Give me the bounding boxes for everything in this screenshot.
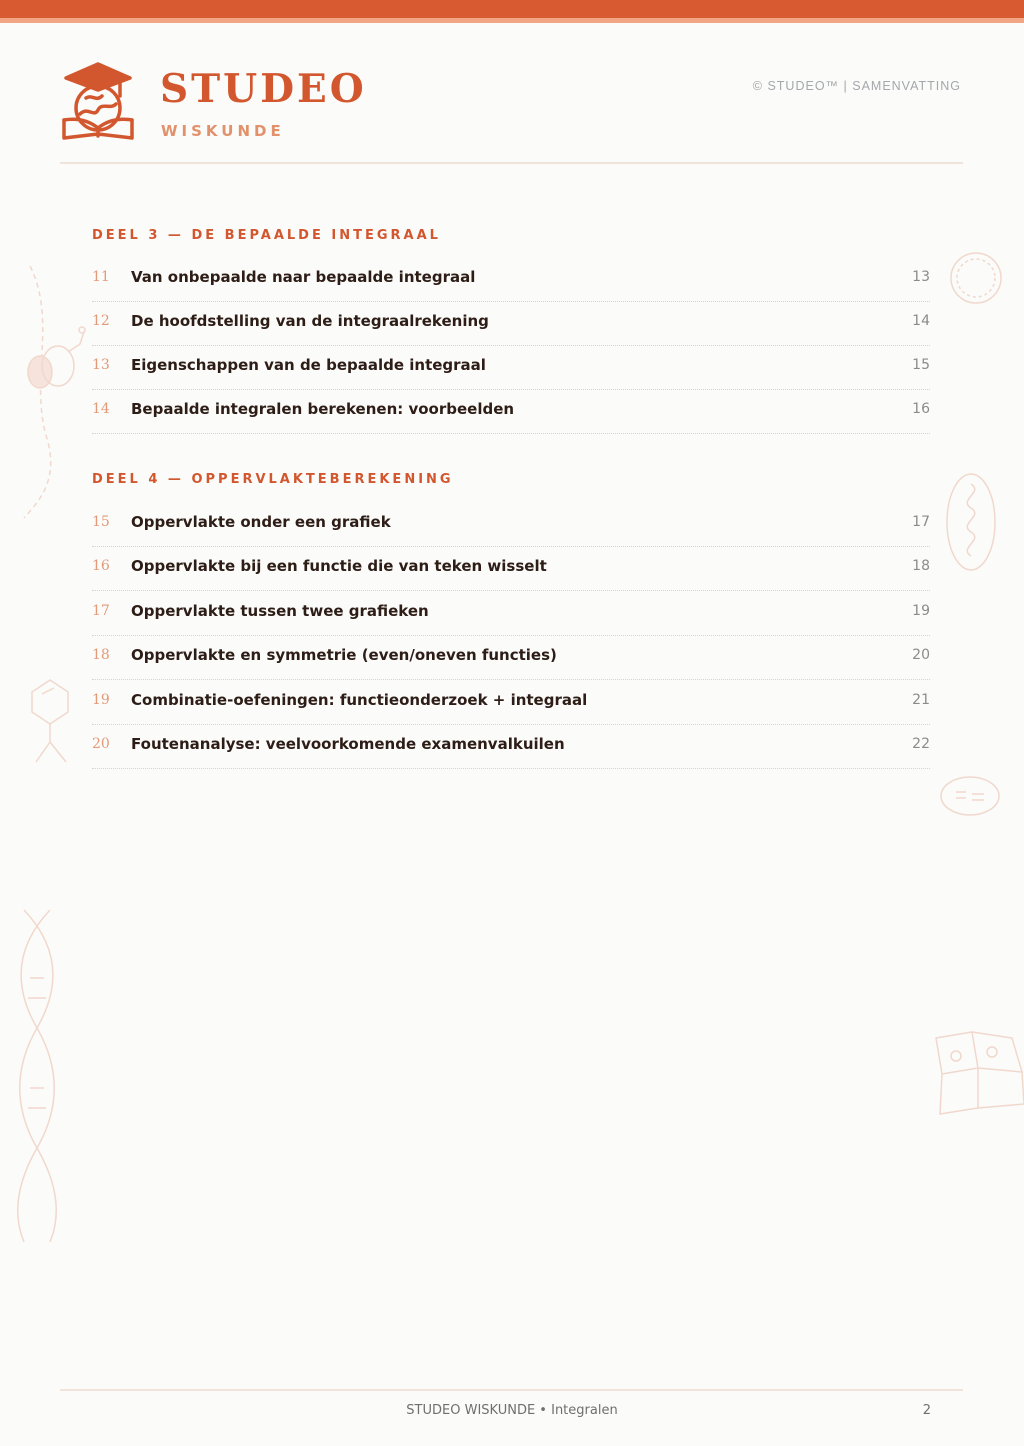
toc-entry-page: 22 — [912, 736, 930, 752]
top-accent-stripe — [0, 18, 1024, 23]
toc-entry-title: Eigenschappen van de bepaalde integraal — [131, 356, 486, 374]
circle-doodle-decoration — [948, 250, 1004, 306]
toc-entry-number: 17 — [92, 603, 110, 619]
toc-entry-number: 13 — [92, 357, 110, 373]
toc-entry-number: 19 — [92, 692, 110, 708]
toc-entry-number: 11 — [92, 269, 110, 285]
toc-entry-title: Van onbepaalde naar bepaalde integraal — [131, 268, 476, 286]
toc-entry-page: 17 — [912, 514, 930, 530]
mitochondria-doodle-decoration — [944, 470, 998, 574]
toc-entry-title: Bepaalde integralen berekenen: voorbeelden — [131, 400, 515, 418]
toc-entry-title: Oppervlakte bij een functie die van teken wisselt — [131, 557, 547, 575]
toc-entry[interactable] — [92, 301, 930, 346]
toc-entry-number: 15 — [92, 514, 110, 530]
footer-divider — [60, 1389, 963, 1391]
toc-entry[interactable] — [92, 635, 930, 680]
toc-entry-page: 14 — [912, 313, 930, 329]
toc-entry[interactable] — [92, 546, 930, 591]
toc-entry-page: 19 — [912, 603, 930, 619]
copyright-notice: © STUDEO™ | SAMENVATTING — [752, 79, 961, 93]
toc-entry-title: Oppervlakte tussen twee grafieken — [131, 602, 429, 620]
toc-entry-title: Combinatie-oefeningen: functieonderzoek + integraal — [131, 691, 588, 709]
toc-entry[interactable] — [92, 345, 930, 390]
toc-entry[interactable] — [92, 389, 930, 434]
toc-entry-page: 21 — [912, 692, 930, 708]
section-title: DEEL 4 — OPPERVLAKTEBEREKENING — [92, 472, 454, 487]
subject-label: WISKUNDE — [161, 122, 285, 140]
toc-entry-title: Oppervlakte onder een grafiek — [131, 513, 391, 531]
toc-entry[interactable] — [92, 502, 930, 547]
section-title: DEEL 3 — DE BEPAALDE INTEGRAAL — [92, 228, 441, 243]
toc-entry-number: 14 — [92, 401, 110, 417]
toc-entry-number: 16 — [92, 558, 110, 574]
toc-entry-page: 20 — [912, 647, 930, 663]
toc-entry[interactable] — [92, 257, 930, 302]
molecule-doodle-decoration — [28, 678, 72, 766]
toc-entry-number: 20 — [92, 736, 110, 752]
toc-entry-number: 12 — [92, 313, 110, 329]
toc-entry-title: Oppervlakte en symmetrie (even/oneven functies) — [131, 646, 557, 664]
toc-entry-page: 15 — [912, 357, 930, 373]
toc-entry-page: 18 — [912, 558, 930, 574]
toc-entry-page: 16 — [912, 401, 930, 417]
top-accent-bar — [0, 0, 1024, 18]
toc-entry-title: De hoofdstelling van de integraalrekening — [131, 312, 489, 330]
toc-entry-number: 18 — [92, 647, 110, 663]
toc-entry-title: Foutenanalyse: veelvoorkomende examenvalkuilen — [131, 735, 565, 753]
brand-name: STUDEO — [160, 66, 367, 112]
footer-page-number: 2 — [922, 1403, 931, 1418]
graduation-cap-book-logo-icon — [58, 58, 138, 142]
cells-doodle-decoration — [926, 1028, 1024, 1120]
toc-entry[interactable] — [92, 680, 930, 725]
header-divider — [60, 162, 963, 164]
footer-title: STUDEO WISKUNDE • Integralen — [406, 1403, 618, 1418]
pill-doodle-decoration — [938, 774, 1002, 818]
cell-doodle-decoration — [18, 262, 88, 522]
toc-entry-page: 13 — [912, 269, 930, 285]
toc-entry[interactable] — [92, 724, 930, 769]
toc-entry[interactable] — [92, 591, 930, 636]
dna-doodle-decoration — [10, 908, 64, 1244]
